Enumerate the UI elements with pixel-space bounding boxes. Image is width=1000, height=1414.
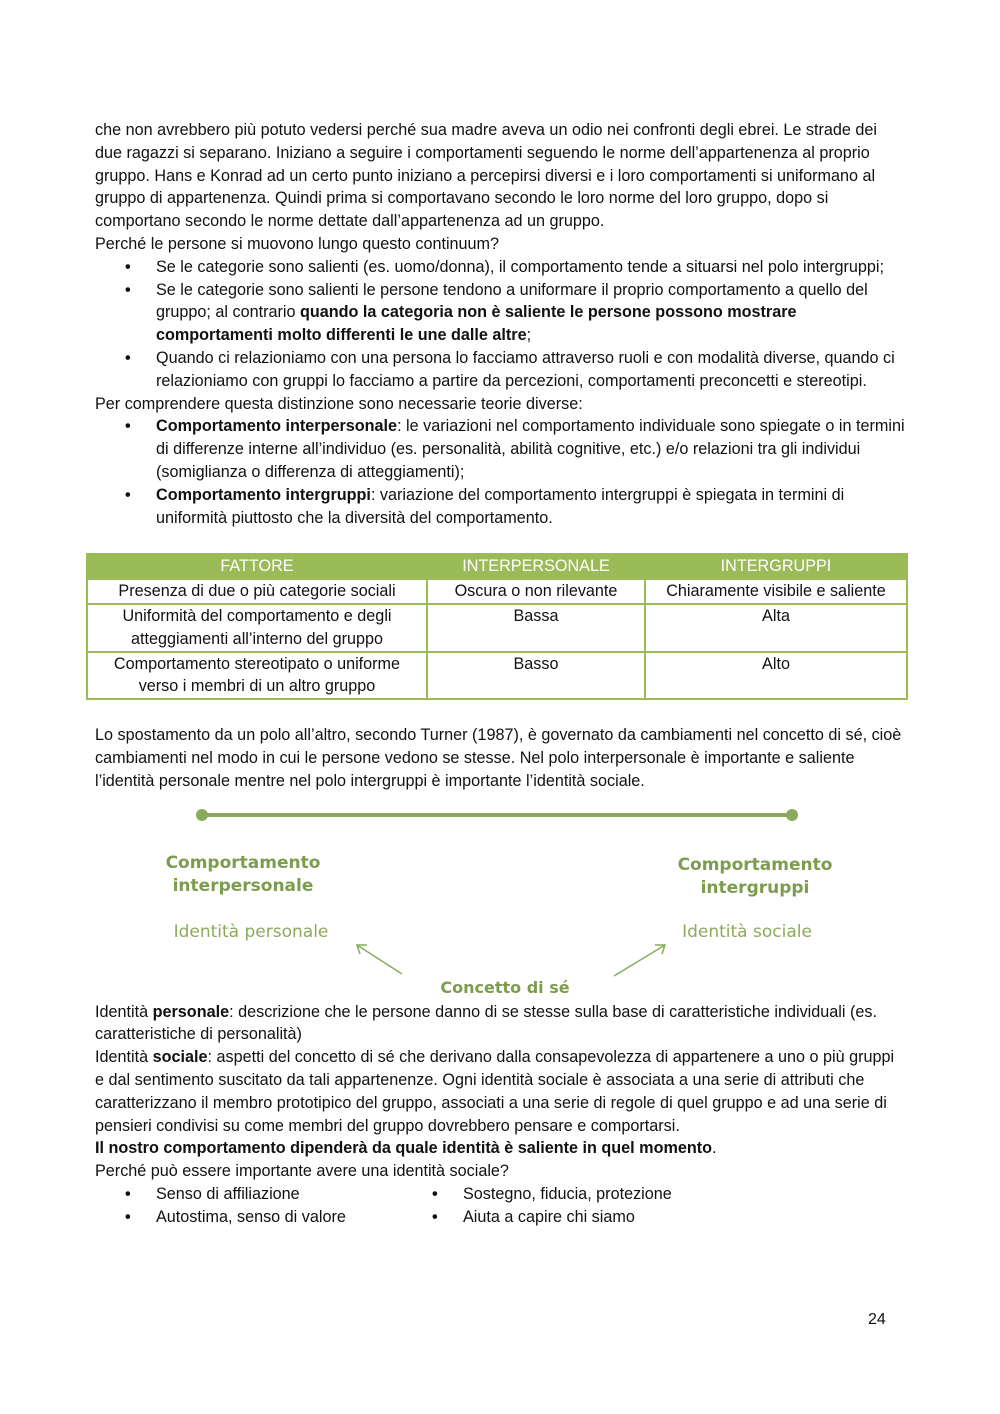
header-interpersonal: INTERPERSONALE — [427, 554, 645, 579]
turner-paragraph: Lo spostamento da un polo all’altro, secondo Turner (1987), è governato da cambiamenti nel concetto di sé, cioè cambiamenti nel modo in cui le persone vedono se stesse. Nel polo interpersonale è importante e saliente l’identità personale mentre nel polo intergruppi è importante l’identità sociale. — [95, 726, 902, 790]
right-pole-title: Comportamento intergruppi — [677, 854, 833, 898]
social-identity-question: Perché può essere importante avere una identità sociale? — [95, 1162, 509, 1181]
comparison-table — [86, 553, 908, 700]
personal-identity-definition: Identità personale: descrizione che le persone danno di se stesse sulla base di caratteristiche individuali (es. caratteristiche di personalità) — [95, 1002, 877, 1044]
list-item: • Sostegno, fiducia, protezione — [463, 1183, 770, 1206]
list-item: • Comportamento interpersonale: le variazioni nel comportamento individuale sono spiegate o in termini di differenze interne all’individuo (es. personalità, abilità cognitive, etc.) e/o relazioni tra gli individui (somiglianza o differenza di atteggiamenti); — [156, 415, 907, 483]
intro-paragraph: che non avrebbero più potuto vedersi perché sua madre aveva un odio nei confronti degli ebrei. Le strade dei due ragazzi si separano. Iniziano a seguire i comportamenti seguendo le norme dell’appartenenza al proprio gruppo. Hans e Konrad ad un certo punto iniziano a percepirsi diversi e i loro comportamenti si uniformano al gruppo di appartenenza. Quindi prima si comportavano secondo le loro norme del loro gruppo, dopo si comportano secondo le norme dettate dall’appartenenza ad un gruppo. — [95, 121, 878, 231]
left-arrow — [357, 945, 402, 974]
continuum-question: Perché le persone si muovono lungo questo continuum? — [95, 234, 500, 253]
list-item: • Se le categorie sono salienti le persone tendono a uniformare il proprio comportamento a quello del gruppo; al contrario quando la categoria non è saliente le persone possono mostrare comportamenti molto differenti le une dalle altre; — [156, 279, 907, 347]
list-item: • Comportamento intergruppi: variazione del comportamento intergruppi è spiegata in termini di uniformità piuttosto che la diversità del comportamento. — [156, 484, 907, 530]
left-pole-dot — [196, 809, 208, 821]
conclusion: Il nostro comportamento dipenderà da quale identità è saliente in quel momento. — [95, 1139, 717, 1158]
reasons-list-1 — [95, 1183, 463, 1229]
header-intergroup: INTERGRUPPI — [645, 554, 907, 579]
right-pole-dot — [786, 809, 798, 821]
table-header-row — [87, 554, 907, 579]
right-arrow — [614, 945, 665, 976]
personal-identity-label: Identità personale — [173, 921, 329, 942]
table-row: Presenza di due o più categorie sociali Oscura o non rilevante Chiaramente visibile e saliente — [87, 579, 907, 604]
identity-continuum-diagram — [95, 805, 907, 1001]
page-number: 24 — [868, 1311, 886, 1328]
header-factor: FATTORE — [87, 554, 427, 579]
list-item: • Se le categorie sono salienti (es. uomo/donna), il comportamento tende a situarsi nel polo intergruppi; — [156, 256, 907, 279]
continuum-list — [95, 256, 907, 393]
list-item: • Senso di affiliazione — [156, 1183, 463, 1206]
table-row: Uniformità del comportamento e degli atteggiamenti all’interno del gruppo Bassa Alta — [87, 604, 907, 652]
page-body — [95, 119, 907, 1228]
social-identity-definition: Identità sociale: aspetti del concetto di sé che derivano dalla consapevolezza di appartenere a uno o più gruppi e dal sentimento suscitato da tali appartenenze. Ogni identità sociale è associata a una serie di attributi che caratterizzano il membro prototipico del gruppo, associati a una serie di regole di quel gruppo e ad una serie di pensieri condivisi su come membri del gruppo dovrebbero pensare e comportarsi. — [95, 1048, 895, 1135]
left-pole-title: Comportamento interpersonale — [165, 852, 321, 896]
list-item: • Autostima, senso di valore — [156, 1206, 463, 1229]
list-item: • Aiuta a capire chi siamo — [463, 1206, 770, 1229]
theories-intro: Per comprendere questa distinzione sono necessarie teorie diverse: — [95, 394, 583, 413]
reasons-list-2 — [463, 1183, 770, 1229]
reasons-columns — [95, 1183, 907, 1229]
table-row: Comportamento stereotipato o uniforme verso i membri di un altro gruppo Basso Alto — [87, 652, 907, 700]
self-concept-label: Concetto di sé — [440, 977, 570, 997]
continuum-graphic — [95, 805, 907, 1001]
list-item: • Quando ci relazioniamo con una persona lo facciamo attraverso ruoli e con modalità diverse, quando ci relazioniamo con gruppi lo facciamo a partire da percezioni, comportamenti preconcetti e stereotipi. — [156, 347, 907, 393]
social-identity-label: Identità sociale — [682, 921, 812, 942]
theories-list — [95, 415, 907, 529]
